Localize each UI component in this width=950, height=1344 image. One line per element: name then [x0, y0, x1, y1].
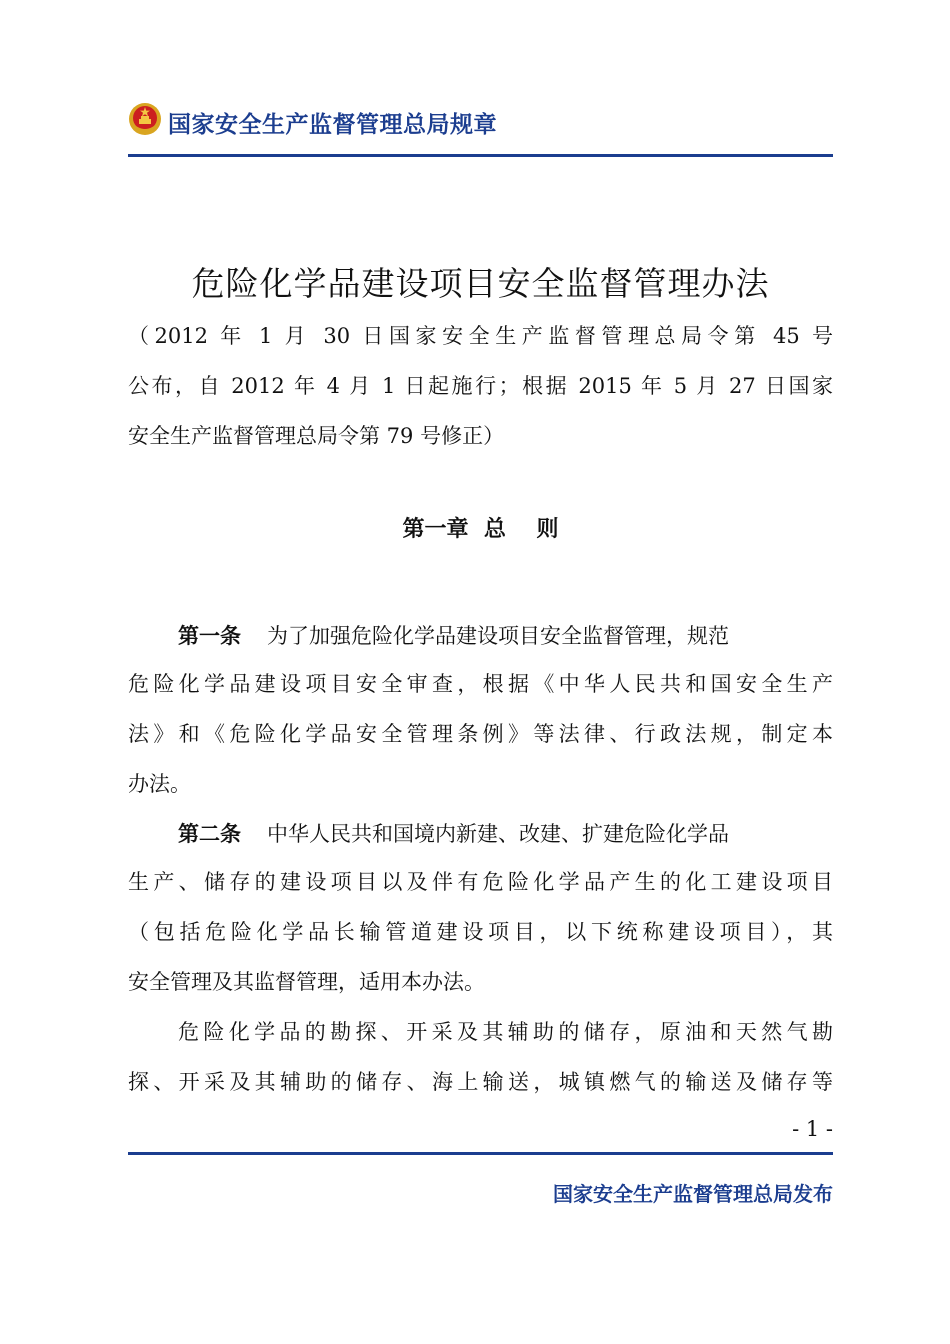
paragraph-text: 危险化学品的勘探、开采及其辅助的储存，原油和天然气勘: [178, 1020, 833, 1044]
chapter-heading: 第一章 总 则: [402, 517, 559, 542]
article-label: 第一条: [178, 624, 241, 648]
article-text: （包括危险化学品长输管道建设项目，以下统称建设项目），其: [128, 920, 833, 944]
source-line: 安全生产监督管理总局令第 79 号修正）: [128, 424, 505, 448]
page-number: - 1 -: [792, 1117, 833, 1141]
document-title: 危险化学品建设项目安全监督管理办法: [191, 264, 770, 303]
page-header: [128, 100, 833, 158]
paragraph-text: 探、开采及其辅助的储存、海上输送，城镇燃气的输送及储存等: [128, 1070, 833, 1094]
article-text: 为了加强危险化学品建设项目安全监督管理，规范: [267, 624, 729, 648]
article-text: 中华人民共和国境内新建、改建、扩建危险化学品: [267, 822, 729, 846]
article-text: 安全管理及其监督管理，适用本办法。: [128, 970, 485, 994]
header-rule: [128, 154, 833, 157]
article-2-first-line: [178, 818, 833, 848]
article-text: 办法。: [128, 772, 191, 796]
article-text: 危险化学品建设项目安全审查，根据《中华人民共和国安全生产: [128, 672, 833, 696]
source-line: （2012 年 1 月 30 日国家安全生产监督管理总局令第 45 号: [128, 324, 833, 348]
national-emblem-icon: [128, 102, 162, 136]
article-text: 法》和《危险化学品安全管理条例》等法律、行政法规，制定本: [128, 722, 833, 746]
article-text: 生产、储存的建设项目以及伴有危险化学品产生的化工建设项目: [128, 870, 833, 894]
header-title: 国家安全生产监督管理总局规章: [168, 112, 497, 138]
footer-rule: [128, 1152, 833, 1155]
footer-publisher: 国家安全生产监督管理总局发布: [553, 1182, 833, 1206]
source-line: 公布，自 2012 年 4 月 1 日起施行；根据 2015 年 5 月 27 日国家: [128, 374, 833, 398]
article-label: 第二条: [178, 822, 241, 846]
article-1-first-line: [178, 620, 833, 650]
